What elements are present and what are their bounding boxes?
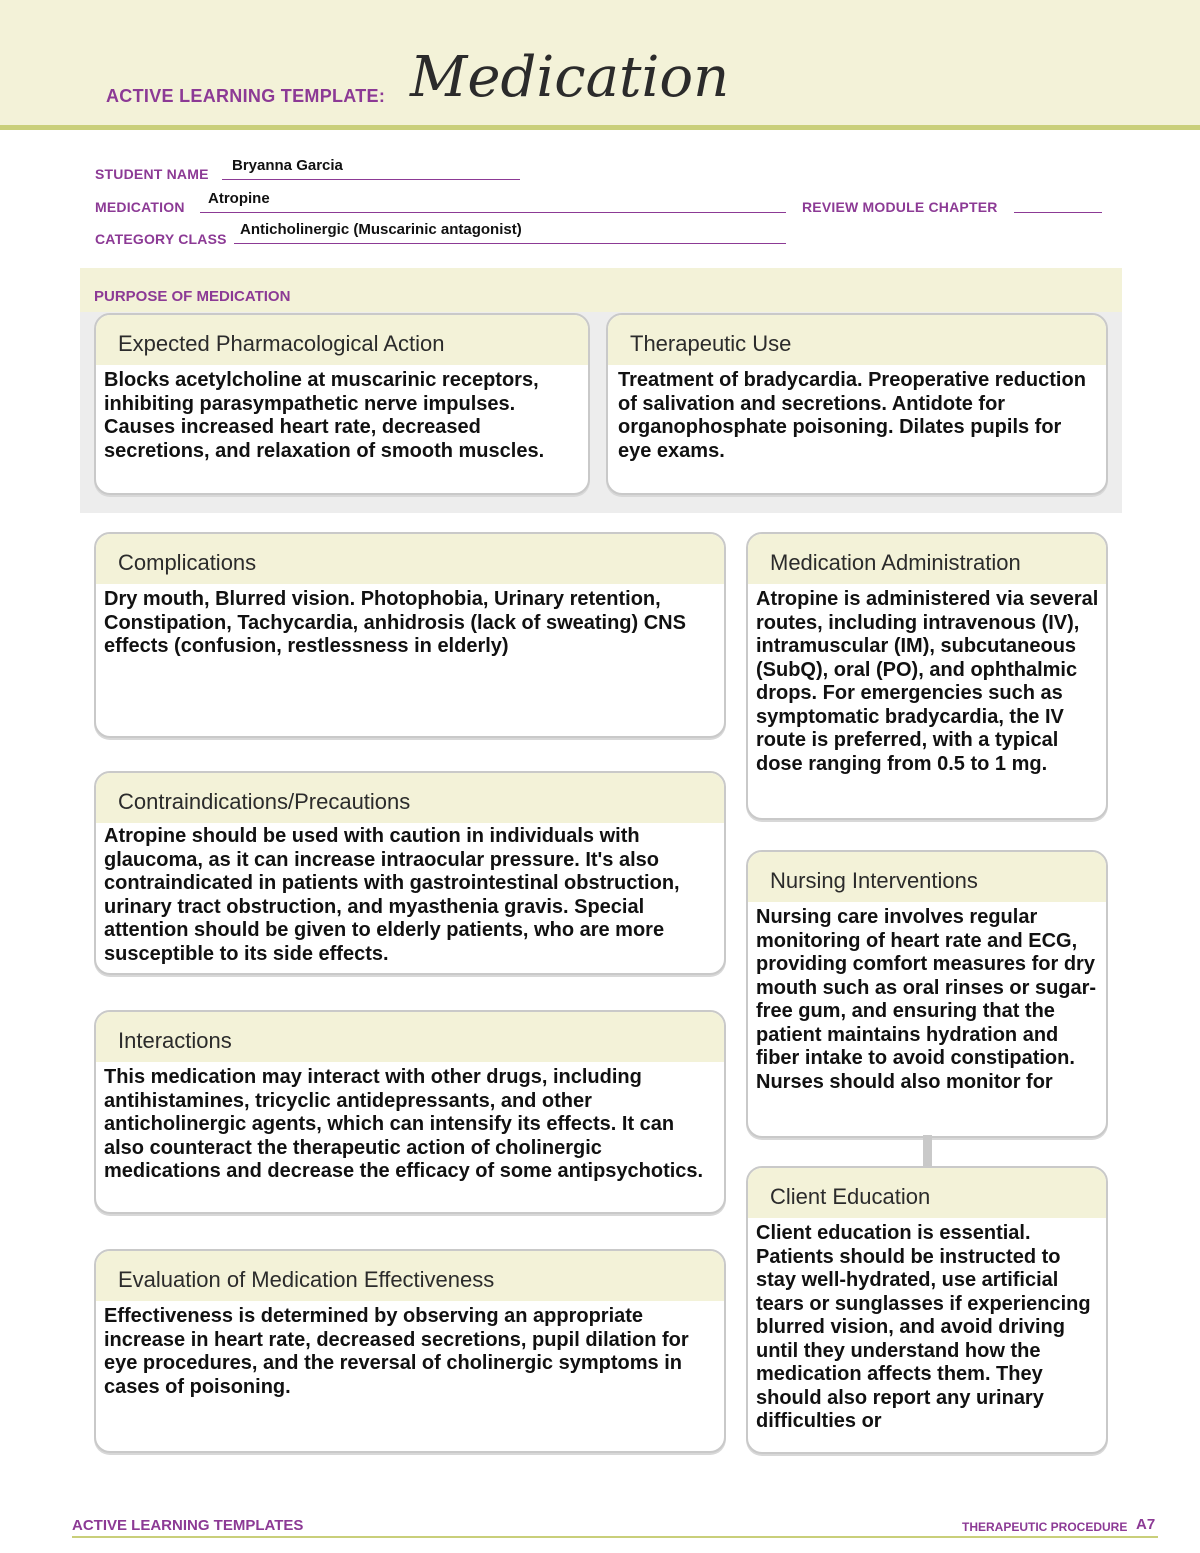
card-body[interactable]: Atropine is administered via several routes, including intravenous (IV), intramuscular (IM), subcutaneous (SubQ), oral (PO), and ophthalmic drops. For emergencies such as symptomatic bradycardia, the IV route is preferred, with a typical dose ranging from 0.5 to 1 mg. (756, 588, 1099, 775)
card-title: Medication Administration (748, 534, 1106, 584)
card-title: Complications (96, 534, 724, 584)
medication-label: MEDICATION (95, 199, 185, 215)
footer-left: ACTIVE LEARNING TEMPLATES (72, 1517, 304, 1534)
card-body[interactable]: Effectiveness is determined by observing an appropriate increase in heart rate, decreased secretions, pupil dilation for eye procedures, and the reversal of cholinergic symptoms in cases of poisoning. (104, 1305, 689, 1398)
card-body[interactable]: Atropine should be used with caution in individuals with glaucoma, as it can increase intraocular pressure. It's also contraindicated in patients with gastrointestinal obstruction, urinary tract obstruction, and myasthenia gravis. Special attention should be given to elderly patients, who are more susceptible to its side effects. (104, 825, 680, 965)
card-title: Nursing Interventions (748, 852, 1106, 902)
card-medication-administration (746, 532, 1108, 820)
card-body[interactable]: Client education is essential. Patients should be instructed to stay well-hydrated, use artificial tears or sunglasses if experiencing blurred vision, and avoid driving until they understand how the medication affects them. They should also report any urinary difficulties or (756, 1222, 1091, 1432)
category-class-field (234, 243, 786, 244)
card-evaluation (94, 1249, 726, 1453)
card-body[interactable]: Blocks acetylcholine at muscarinic receptors, inhibiting parasympathetic nerve impulses. Causes increased heart rate, decreased secretions, and relaxation of smooth muscles. (104, 369, 545, 462)
card-client-education (746, 1166, 1108, 1454)
card-complications (94, 532, 726, 738)
purpose-label: PURPOSE OF MEDICATION (94, 288, 291, 305)
student-name-value[interactable]: Bryanna Garcia (232, 157, 343, 174)
student-name-label: STUDENT NAME (95, 166, 209, 182)
page-number: A7 (1136, 1516, 1156, 1533)
category-class-label: CATEGORY CLASS (95, 231, 227, 247)
medication-field (200, 212, 786, 213)
card-contraindications (94, 771, 726, 975)
student-name-field (222, 179, 520, 180)
category-class-value[interactable]: Anticholinergic (Muscarinic antagonist) (240, 221, 522, 238)
card-title: Interactions (96, 1012, 724, 1062)
card-title: Evaluation of Medication Effectiveness (96, 1251, 724, 1301)
card-body[interactable]: Nursing care involves regular monitoring of heart rate and ECG, providing comfort measures for dry mouth such as oral rinses or sugar-free gum, and ensuring that the patient maintains hydration and fiber intake to avoid constipation. Nurses should also monitor for (756, 906, 1097, 1093)
card-title: Expected Pharmacological Action (96, 315, 588, 365)
card-interactions (94, 1010, 726, 1214)
template-label: ACTIVE LEARNING TEMPLATE: (106, 86, 386, 106)
review-module-label: REVIEW MODULE CHAPTER (802, 199, 998, 215)
card-title: Contraindications/Precautions (96, 773, 724, 823)
card-body[interactable]: Treatment of bradycardia. Preoperative reduction of salivation and secretions. Antidote for organophosphate poisoning. Dilates pupils for eye exams. (618, 369, 1086, 462)
card-body[interactable]: This medication may interact with other drugs, including antihistamines, tricyclic antidepressants, and other anticholinergic agents, which can intensify its effects. It can also counteract the therapeutic action of cholinergic medications and decrease the efficacy of some antipsychotics. (104, 1066, 704, 1182)
page-title: Medication (410, 45, 730, 110)
medication-value[interactable]: Atropine (208, 190, 270, 207)
footer-divider (72, 1536, 1158, 1538)
card-expected-action (94, 313, 590, 495)
card-body[interactable]: Dry mouth, Blurred vision. Photophobia, Urinary retention, Constipation, Tachycardia, anhidrosis (lack of sweating) CNS effects (confusion, restlessness in elderly) (104, 588, 686, 657)
card-title: Client Education (748, 1168, 1106, 1218)
card-nursing-interventions (746, 850, 1108, 1138)
review-module-field[interactable] (1014, 212, 1102, 213)
card-title: Therapeutic Use (608, 315, 1106, 365)
footer-right: THERAPEUTIC PROCEDURE (962, 1520, 1128, 1534)
card-connector (923, 1135, 932, 1167)
card-therapeutic-use (606, 313, 1108, 495)
purpose-header (80, 268, 1122, 312)
